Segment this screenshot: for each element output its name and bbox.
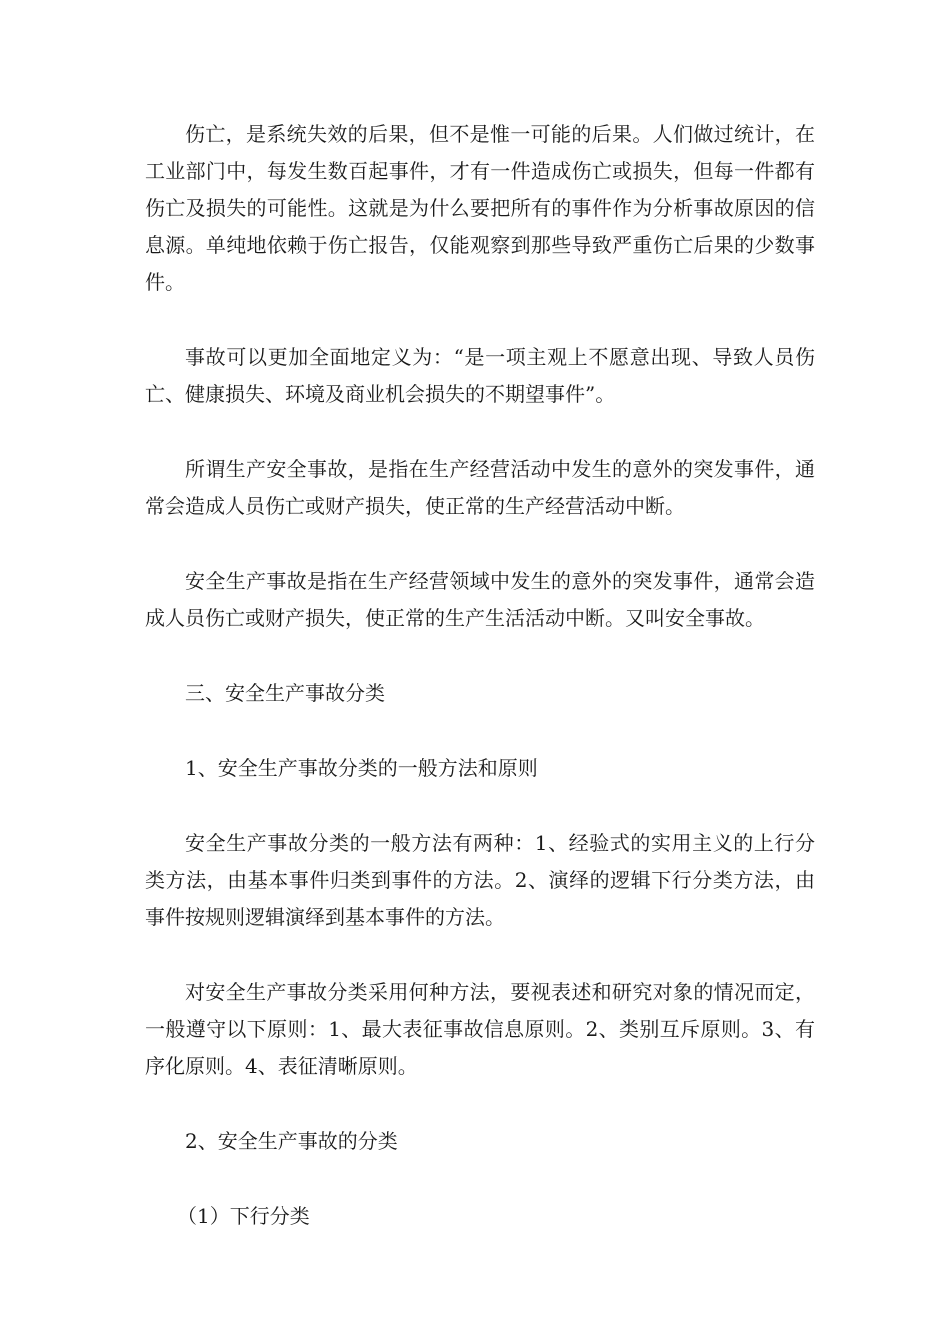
paragraph-casualty-consequence: 伤亡，是系统失效的后果，但不是惟一可能的后果。人们做过统计，在工业部门中，每发生数百起事件，才有一件造成伤亡或损失，但每一件都有伤亡及损失的可能性。这就是为什么要把所有的事件作为分析事故原因的信息源。单纯地依赖于伤亡报告，仅能观察到那些导致严重伤亡后果的少数事件。: [145, 122, 815, 294]
section-heading-classification: 三、安全生产事故分类: [185, 681, 385, 705]
subheading-accident-classification: 2、安全生产事故的分类: [185, 1129, 398, 1153]
paragraph-accident-definition: 事故可以更加全面地定义为：“是一项主观上不愿意出现、导致人员伤亡、健康损失、环境及商业机会损失的不期望事件”。: [145, 345, 815, 406]
document-body: [145, 116, 815, 1273]
subheading-methods-principles: 1、安全生产事故分类的一般方法和原则: [185, 756, 538, 780]
subheading-downward-classification: （1）下行分类: [177, 1204, 310, 1228]
paragraph-production-safety-accident: 所谓生产安全事故，是指在生产经营活动中发生的意外的突发事件，通常会造成人员伤亡或财产损失，使正常的生产经营活动中断。: [145, 457, 815, 518]
paragraph-safety-production-accident: 安全生产事故是指在生产经营领域中发生的意外的突发事件，通常会造成人员伤亡或财产损失，使正常的生产生活活动中断。又叫安全事故。: [145, 569, 815, 630]
paragraph-classification-methods: 安全生产事故分类的一般方法有两种：1、经验式的实用主义的上行分类方法，由基本事件归类到事件的方法。2、演绎的逻辑下行分类方法，由事件按规则逻辑演绎到基本事件的方法。: [145, 831, 815, 929]
paragraph-classification-principles: 对安全生产事故分类采用何种方法，要视表述和研究对象的情况而定，一般遵守以下原则：1、最大表征事故信息原则。2、类别互斥原则。3、有序化原则。4、表征清晰原则。: [145, 980, 815, 1078]
